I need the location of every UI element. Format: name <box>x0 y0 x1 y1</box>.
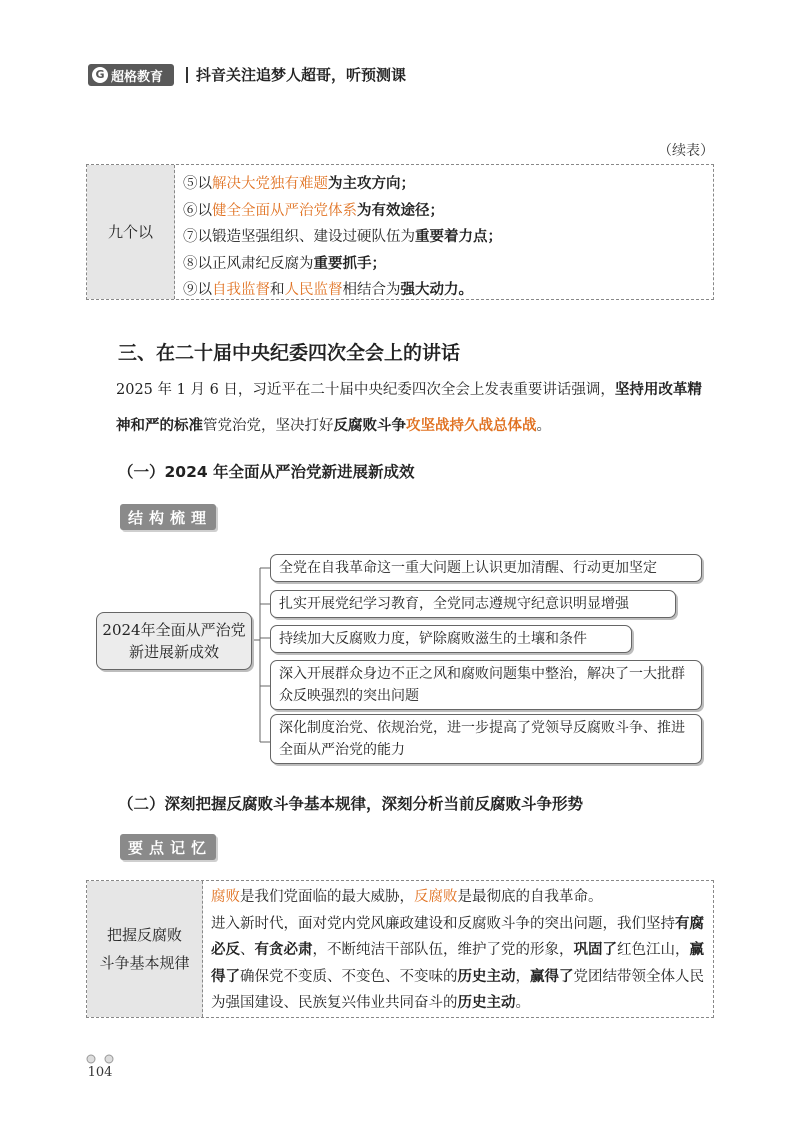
table-content: 腐败是我们党面临的最大威胁，反腐败是最彻底的自我革命。 进入新时代，面对党内党风廉政建设和反腐败斗争的突出问题，我们坚持有腐必反、有贪必肃，不断纯洁干部队伍，维护了党的形象，巩固了红色江山，赢得了确保党不变质、不变色、不变味的历史主动，赢得了党团结带领全体人民为强国建设、民族复兴伟业共同奋斗的历史主动。 <box>211 889 704 1011</box>
table-label: 九个以 <box>87 165 175 299</box>
subsection-heading-1: （一）2024 年全面从严治党新进展新成效 <box>118 463 415 481</box>
header-tagline: 抖音关注追梦人超哥，听预测课 <box>196 66 407 84</box>
mindmap-node: 全党在自我革命这一重大问题上认识更加清醒、行动更加坚定 <box>270 554 702 582</box>
structure-tag: 结构梳理 <box>120 504 216 530</box>
table-label: 把握反腐败 斗争基本规律 <box>87 881 203 1017</box>
brand-name: 超格教育 <box>111 69 164 85</box>
mindmap-node: 持续加大反腐败力度，铲除腐败滋生的土壤和条件 <box>270 625 632 653</box>
key-points-tag: 要点记忆 <box>120 834 216 860</box>
bear-ears-icon <box>84 1052 116 1064</box>
brand-g-icon: G <box>92 67 108 83</box>
mindmap-node: 深入开展群众身边不正之风和腐败问题集中整治，解决了一大批群众反映强烈的突出问题 <box>270 660 702 710</box>
mindmap-node: 扎实开展党纪学习教育，全党同志遵规守纪意识明显增强 <box>270 590 676 618</box>
mindmap-root: 2024年全面从严治党 新进展新成效 <box>96 612 252 670</box>
continued-note: （续表） <box>658 143 714 159</box>
table-row: ⑦以锻造坚强组织、建设过硬队伍为重要着力点； <box>183 228 502 245</box>
table-row: ⑧以正风肃纪反腐为重要抓手； <box>183 254 386 272</box>
table-row: ⑤以解决大党独有难题为主攻方向； <box>183 175 415 192</box>
section-heading: 三、在二十届中央纪委四次全会上的讲话 <box>118 342 461 364</box>
subsection-heading-2: （二）深刻把握反腐败斗争基本规律，深刻分析当前反腐败斗争形势 <box>118 795 584 813</box>
table-row: ⑥以健全全面从严治党体系为有效途径； <box>183 201 444 219</box>
mindmap-node: 深化制度治党、依规治党，进一步提高了党领导反腐败斗争、推进全面从严治党的能力 <box>270 714 702 764</box>
table-row: ⑨以自我监督和人民监督相结合为强大动力。 <box>183 281 473 298</box>
page-number: 104 <box>86 1060 114 1086</box>
anti-corruption-law-table <box>86 880 714 1018</box>
section-paragraph: 2025 年 1 月 6 日，习近平在二十届中央纪委四次全会上发表重要讲话强调，坚持用改革精神和严的标准管党治党，坚决打好反腐败斗争攻坚战持久战总体战。 <box>116 381 702 434</box>
